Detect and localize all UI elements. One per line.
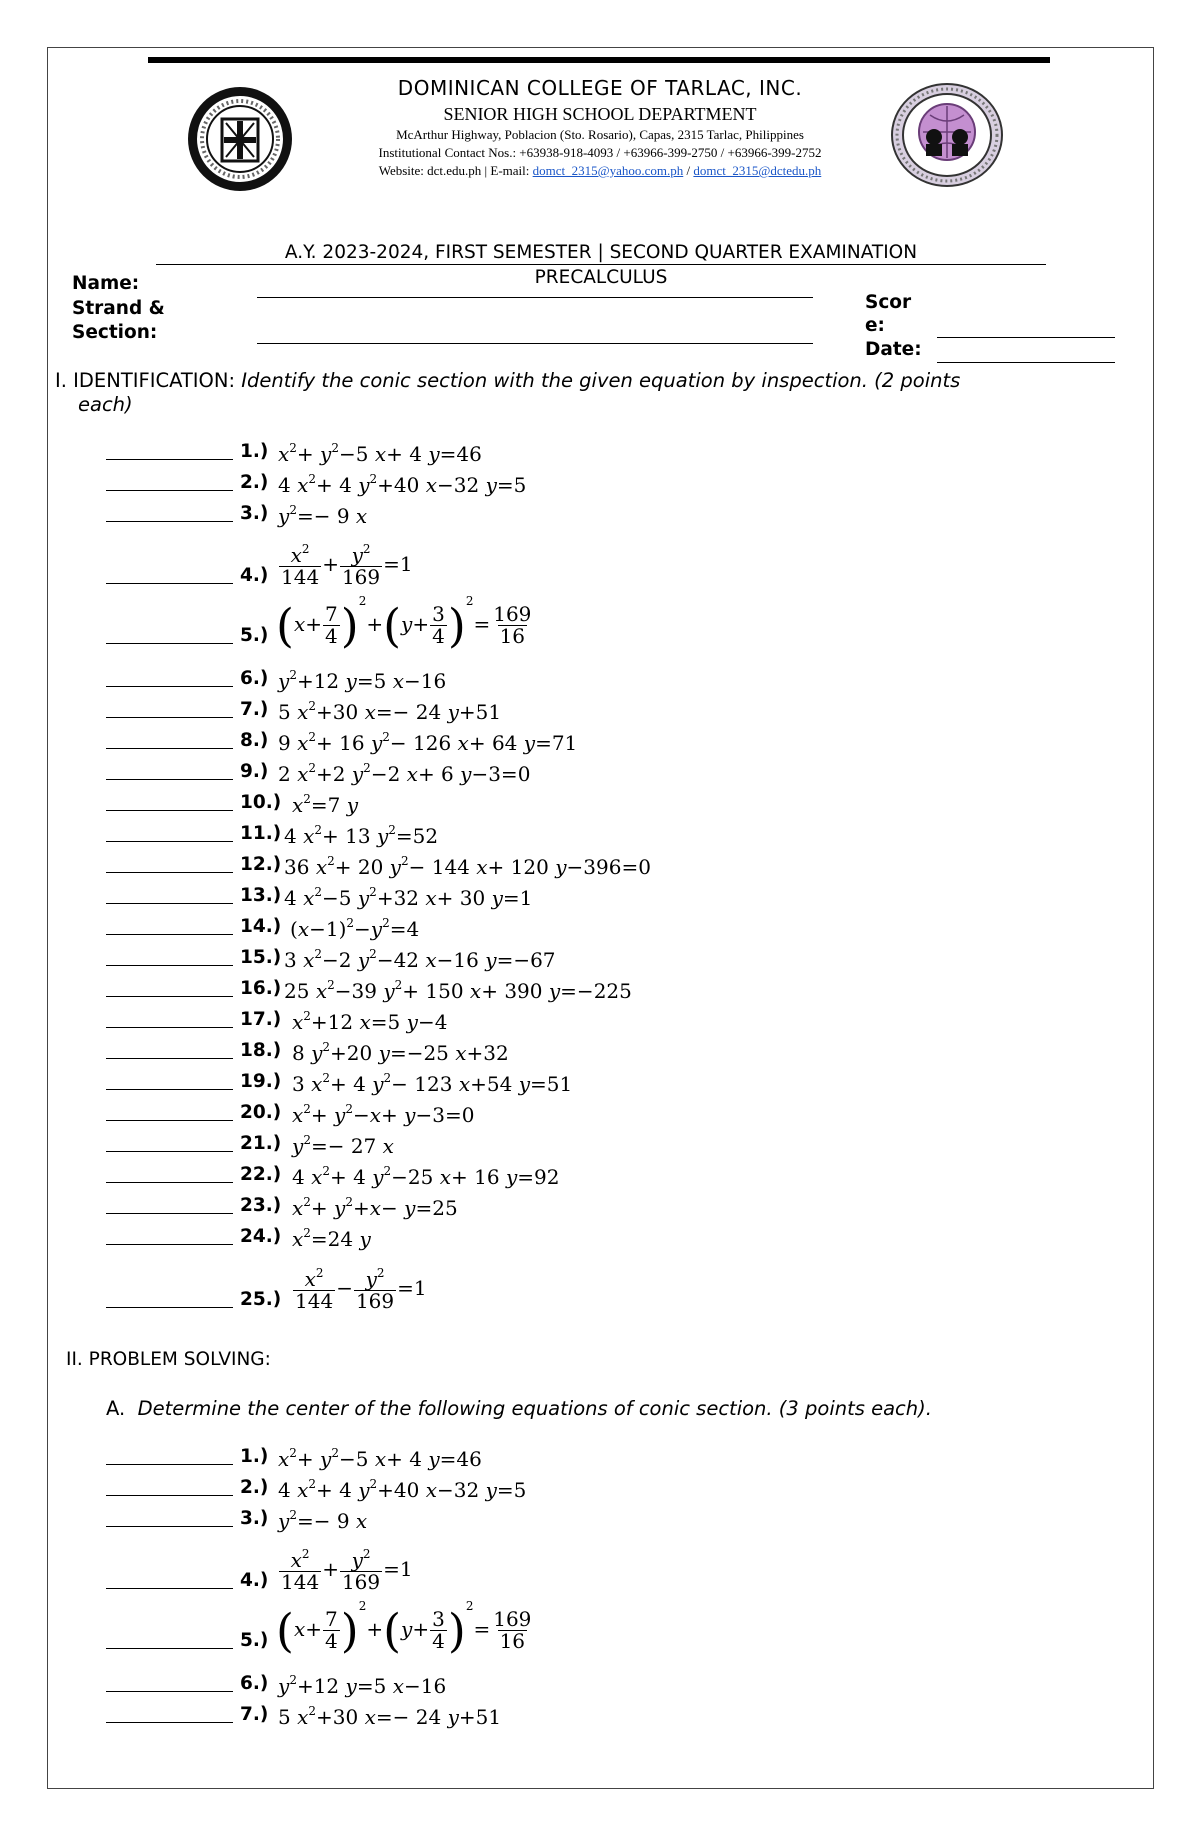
item-number: 1.): [240, 441, 269, 462]
equation: $x^2+ y^2-5$ x+ 4 y=46: [278, 1446, 482, 1471]
equation: $y^2+12$ y=5 x−16: [278, 1673, 447, 1698]
score-label-line2: e:: [865, 315, 885, 336]
item-number: 2.): [240, 1477, 269, 1498]
score-field[interactable]: [937, 337, 1115, 338]
equation: $\frac{x^2}{144}$ + $\frac{y^2}{169}$ =1: [281, 1547, 413, 1594]
equation: 4 $x^2+ 13$ $y^2=52$: [284, 823, 439, 848]
item-number: 19.): [240, 1071, 282, 1092]
answer-blank[interactable]: [106, 1722, 233, 1723]
equation: 8 $y^2+20$ y=−25 x+32: [292, 1040, 509, 1065]
equation: $y^2=- 9$ x: [278, 1508, 368, 1533]
answer-blank[interactable]: [106, 1526, 233, 1527]
equation: 5 $x^2+30$ x=− 24 y+51: [278, 1704, 502, 1729]
answer-blank[interactable]: [106, 643, 233, 644]
equation: $\frac{x^2}{144}$ − $\frac{y^2}{169}$ =1: [295, 1266, 427, 1313]
item-number: 2.): [240, 472, 269, 493]
equation: $(x-1)^2-y^2=4$: [290, 916, 420, 941]
strand-label-line2: Section:: [72, 322, 158, 343]
name-label: Name:: [72, 273, 140, 294]
identification-item: [0, 1262, 1200, 1314]
identification-item: [0, 488, 1200, 528]
item-number: 22.): [240, 1164, 282, 1185]
item-number: 12.): [240, 854, 282, 875]
item-number: 18.): [240, 1040, 282, 1061]
equation: 4 $x^2+ 4$ $y^2+40$ x−32 y=5: [278, 472, 527, 497]
item-number: 11.): [240, 823, 282, 844]
contact-numbers: Institutional Contact Nos.: +63938-918-4093 / +63966-399-2750 / +63966-399-2752: [378, 145, 822, 160]
answer-blank[interactable]: [106, 583, 233, 584]
strand-label-line1: Strand &: [72, 298, 165, 319]
item-number: 13.): [240, 885, 282, 906]
strand-section-field[interactable]: [257, 343, 813, 344]
website-label: Website: dct.edu.ph | E-mail:: [378, 163, 533, 178]
identification-item: [0, 538, 1200, 590]
college-name: DOMINICAN COLLEGE OF TARLAC, INC.: [397, 76, 803, 100]
equation: 3 $x^2+ 4$ $y^2- 123$ x+54 y=51: [292, 1071, 573, 1096]
equation: $y^2=- 27$ x: [292, 1133, 394, 1158]
item-number: 21.): [240, 1133, 282, 1154]
exam-title: A.Y. 2023-2024, FIRST SEMESTER | SECOND QUARTER EXAMINATION: [156, 242, 1046, 265]
item-number: 17.): [240, 1009, 282, 1030]
problem-item: [0, 1689, 1200, 1729]
equation: $x^2+ y^2-x+ y-3=0$: [292, 1102, 475, 1127]
section1-instruction-cont: each): [78, 393, 133, 416]
email-separator: /: [683, 163, 694, 178]
website-line: [300, 163, 900, 179]
equation: $x^2+12$ x=5 y−4: [292, 1009, 448, 1034]
item-number: 6.): [240, 668, 269, 689]
date-field[interactable]: [937, 362, 1115, 363]
problem-item: [0, 1599, 1200, 1655]
date-label: Date:: [865, 339, 922, 360]
equation: $y^2+12$ y=5 x−16: [278, 668, 447, 693]
part-a-letter: A.: [106, 1397, 126, 1420]
item-number: 6.): [240, 1673, 269, 1694]
equation: 4 $x^2+ 4$ $y^2+40$ x−32 y=5: [278, 1477, 527, 1502]
item-number: 25.): [240, 1289, 282, 1310]
equation: $x^2+ y^2-5$ x+ 4 y=46: [278, 441, 482, 466]
equation: $y^2=- 9$ x: [278, 503, 368, 528]
item-number: 23.): [240, 1195, 282, 1216]
equation: (x+ $\frac{7}{4}$ )$^2$+(y+ $\frac{3}{4}$ )$^2$= $\frac{169}{16}$: [276, 593, 532, 652]
department-seal-logo: [890, 82, 1004, 188]
item-number: 14.): [240, 916, 282, 937]
email-link-dct[interactable]: domct_2315@dctedu.ph: [693, 163, 822, 178]
section1-instruction-line1: Identify the conic section with the given equation by inspection. (2 points: [241, 369, 961, 392]
equation: $x^2=7$ y: [292, 792, 359, 817]
equation: 9 $x^2+ 16$ $y^2- 126$ x+ 64 y=71: [278, 730, 578, 755]
item-number: 1.): [240, 1446, 269, 1467]
answer-blank[interactable]: [106, 1648, 233, 1649]
item-number: 20.): [240, 1102, 282, 1123]
equation: 3 $x^2-2$ $y^2-42$ x−16 y=−67: [284, 947, 556, 972]
item-number: 5.): [240, 1630, 269, 1651]
section1-title: I. IDENTIFICATION:: [55, 369, 236, 392]
part-a-instruction: Determine the center of the following equations of conic section. (3 points each).: [137, 1397, 932, 1420]
department-name: SENIOR HIGH SCHOOL DEPARTMENT: [443, 104, 757, 124]
name-field[interactable]: [257, 297, 813, 298]
item-number: 3.): [240, 1508, 269, 1529]
section1-instruction-line2: [78, 392, 133, 417]
part-a-heading: [106, 1396, 932, 1421]
section2-title: II. PROBLEM SOLVING:: [66, 1349, 271, 1370]
item-number: 8.): [240, 730, 269, 751]
equation: $x^2=24$ y: [292, 1226, 371, 1251]
identification-item: [0, 594, 1200, 650]
equation: 36 $x^2+ 20$ $y^2- 144$ x+ 120 y−396=0: [284, 854, 651, 879]
answer-blank[interactable]: [106, 521, 233, 522]
item-number: 3.): [240, 503, 269, 524]
equation: $x^2+ y^2+x- y=25$: [292, 1195, 458, 1220]
item-number: 4.): [240, 565, 269, 586]
equation: $\frac{x^2}{144}$ + $\frac{y^2}{169}$ =1: [281, 542, 413, 589]
identification-item: [0, 1211, 1200, 1251]
item-number: 7.): [240, 1704, 269, 1725]
answer-blank[interactable]: [106, 1307, 233, 1308]
section1-heading: [55, 368, 1135, 393]
item-number: 15.): [240, 947, 282, 968]
answer-blank[interactable]: [106, 1244, 233, 1245]
item-number: 4.): [240, 1570, 269, 1591]
header-top-rule: [148, 57, 1050, 63]
item-number: 7.): [240, 699, 269, 720]
equation: 2 $x^2+2$ $y^2-2$ x+ 6 y−3=0: [278, 761, 531, 786]
problem-item: [0, 1493, 1200, 1533]
problem-item: [0, 1543, 1200, 1595]
equation: 5 $x^2+30$ x=− 24 y+51: [278, 699, 502, 724]
subject-title: PRECALCULUS: [534, 267, 668, 288]
equation: (x+ $\frac{7}{4}$ )$^2$+(y+ $\frac{3}{4}$ )$^2$= $\frac{169}{16}$: [276, 1598, 532, 1657]
equation: 4 $x^2+ 4$ $y^2-25$ x+ 16 y=92: [292, 1164, 560, 1189]
email-link-yahoo[interactable]: domct_2315@yahoo.com.ph: [532, 163, 684, 178]
item-number: 24.): [240, 1226, 282, 1247]
answer-blank[interactable]: [106, 1588, 233, 1589]
item-number: 10.): [240, 792, 282, 813]
college-seal-logo: [186, 83, 294, 195]
college-address: McArthur Highway, Poblacion (Sto. Rosario), Capas, 2315 Tarlac, Philippines: [396, 127, 804, 142]
item-number: 5.): [240, 625, 269, 646]
equation: 25 $x^2-39$ $y^2+ 150$ x+ 390 y=−225: [284, 978, 632, 1003]
equation: 4 $x^2-5$ $y^2+32$ x+ 30 y=1: [284, 885, 533, 910]
item-number: 9.): [240, 761, 269, 782]
score-label-line1: Scor: [865, 292, 912, 313]
item-number: 16.): [240, 978, 282, 999]
